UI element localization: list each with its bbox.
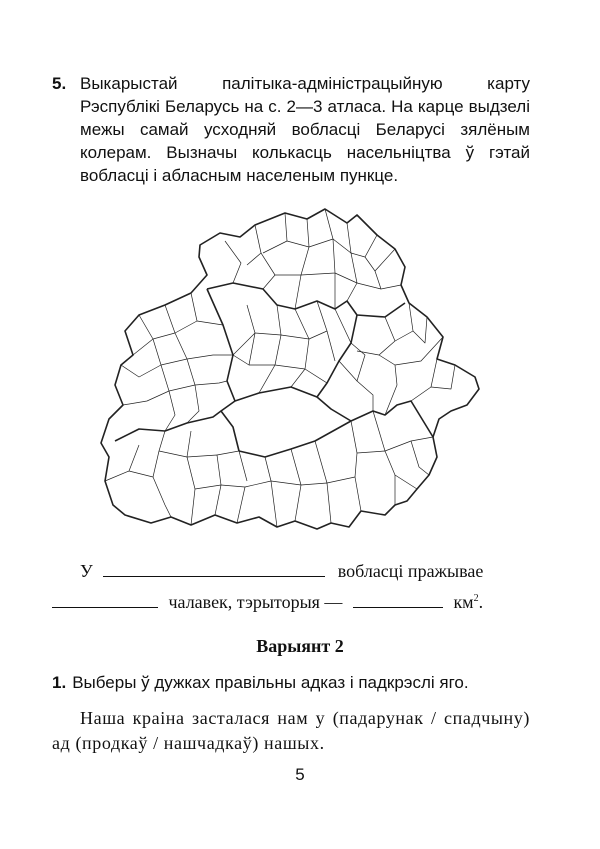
fill-line-1-suffix: вобласці пражывае	[337, 561, 484, 581]
fill-prefix: У	[80, 561, 93, 581]
fill-line-2	[52, 590, 483, 614]
page-number: 5	[295, 765, 305, 784]
variant-title: Варыянт 2	[256, 636, 344, 656]
task-1-instruction: Выберы ў дужках правільны адказ і падкрэслі яго.	[72, 673, 469, 692]
task-5	[52, 72, 530, 187]
task-1-number: 1.	[52, 673, 67, 692]
task-5-number: 5.	[52, 74, 67, 93]
task-5-text: Выкарыстай палітыка-адміністрацыйную карту Рэспублікі Беларусь на с. 2—3 атласа. На карце выдзелі межы самай усходняй вобласці Беларусі зялёным колерам. Вызначы колькасць насельніцтва ў гэтай вобласці і абласным населеным пункце.	[80, 74, 530, 185]
area-unit: $км^2$.	[453, 592, 484, 612]
task-1	[52, 673, 469, 693]
belarus-map-icon	[95, 205, 500, 535]
region-name-blank[interactable]	[103, 560, 325, 577]
fill-line-1	[80, 559, 483, 583]
task-1-sentence[interactable]: Наша краіна засталася нам у (падарунак / спадчыну) ад (продкаў / нашчадкаў) нашых.	[52, 708, 530, 753]
population-blank[interactable]	[52, 591, 158, 608]
fill-line-2-middle: чалавек, тэрыторыя —	[168, 592, 343, 612]
area-blank[interactable]	[353, 591, 443, 608]
